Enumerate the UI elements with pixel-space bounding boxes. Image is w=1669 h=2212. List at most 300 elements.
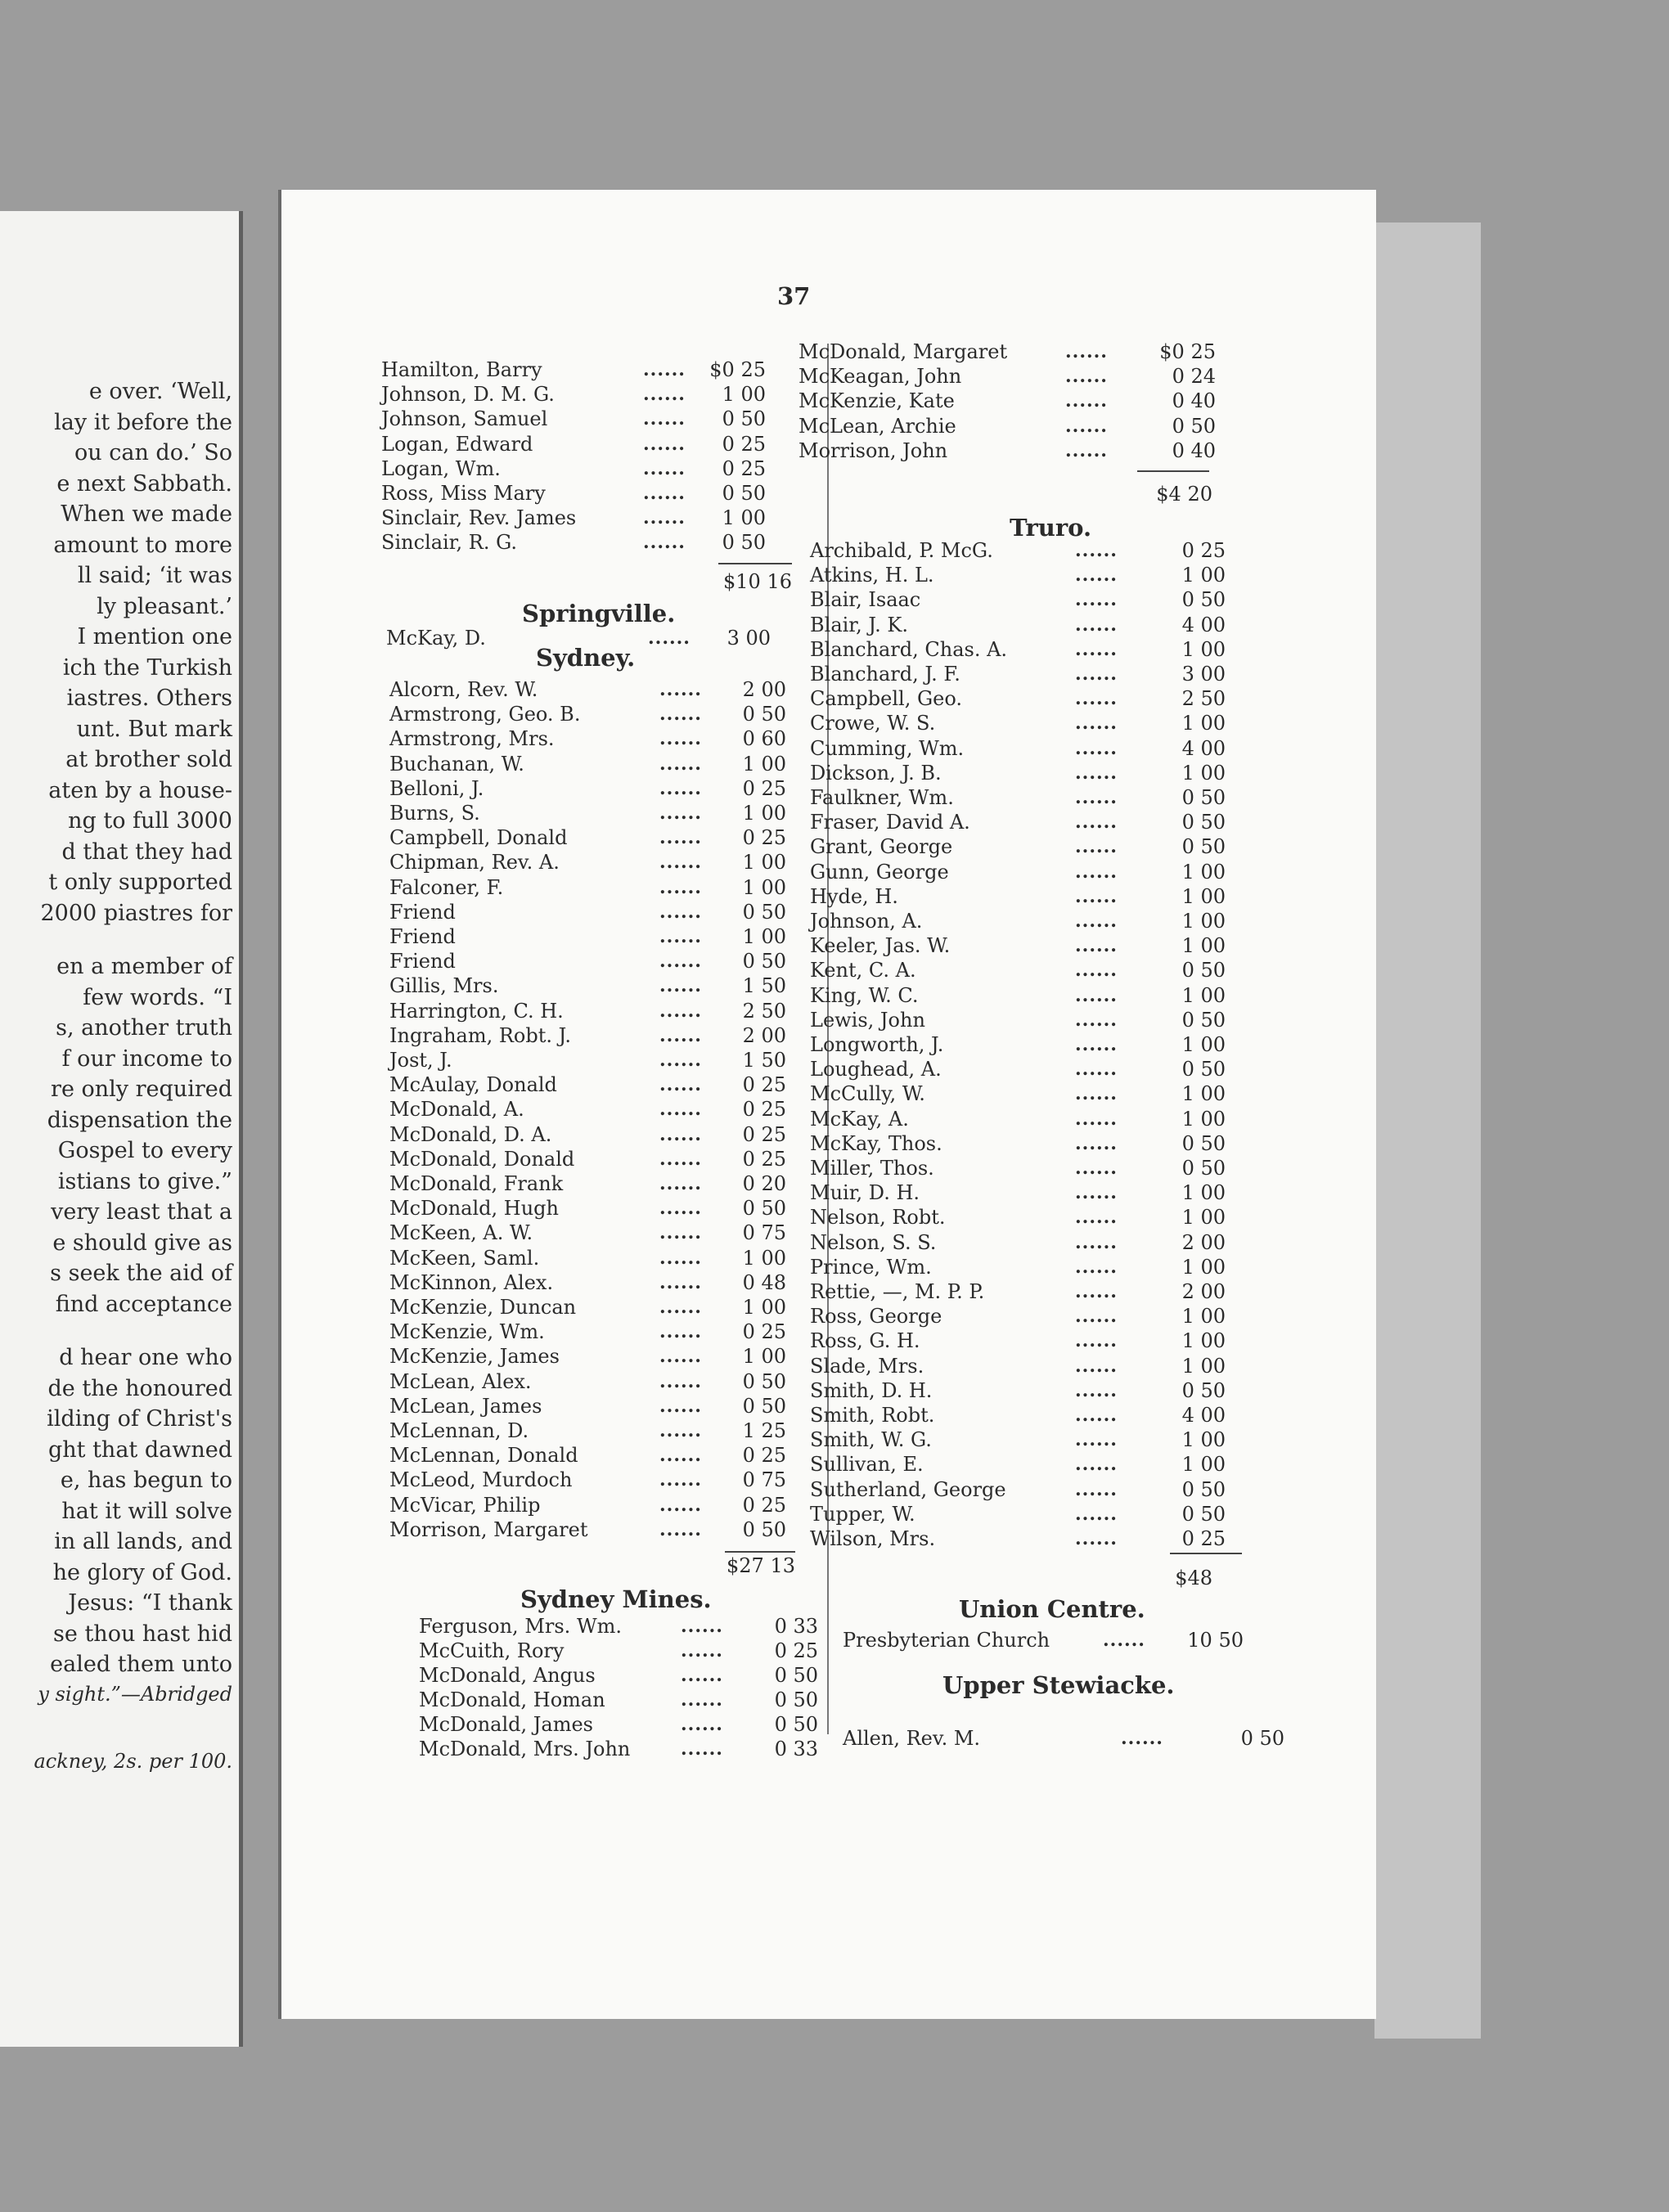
leader-dots: ...... — [643, 483, 686, 504]
list-item — [810, 1403, 1226, 1427]
donor-name: McLennan, Donald — [389, 1444, 578, 1468]
donor-name: Allen, Rev. M. — [843, 1727, 981, 1750]
donor-name: Ross, George — [810, 1305, 942, 1329]
list-item — [810, 1230, 1226, 1255]
amount: 3 00 — [1181, 663, 1226, 686]
list-item — [810, 1081, 1226, 1106]
amount: 1 00 — [1181, 1206, 1226, 1230]
amount: 0 25 — [742, 1073, 786, 1097]
leader-dots: ...... — [1075, 564, 1118, 587]
amount: 1 00 — [742, 851, 786, 874]
list-item — [810, 785, 1226, 810]
list-item — [389, 702, 786, 726]
list-item — [419, 1712, 818, 1737]
leader-dots: ...... — [659, 1346, 702, 1368]
amount: 0 75 — [742, 1468, 786, 1492]
amount: 0 25 — [742, 776, 786, 800]
donor-name: Fraser, David A. — [810, 811, 970, 834]
donor-name: Smith, D. H. — [810, 1378, 933, 1402]
donor-name: Loughead, A. — [810, 1058, 942, 1081]
leader-dots: ...... — [659, 1321, 702, 1343]
leader-dots: ...... — [1075, 688, 1118, 710]
fragment-line: lay it before the — [54, 409, 232, 435]
leader-dots: ...... — [659, 1370, 702, 1392]
amount: 0 75 — [742, 1221, 786, 1245]
donor-name: Muir, D. H. — [810, 1181, 920, 1205]
leader-dots: ...... — [659, 753, 702, 775]
amount: 0 25 — [1181, 1527, 1226, 1550]
list-item — [799, 339, 1216, 364]
amount: 0 25 — [742, 1320, 786, 1344]
leader-dots: ...... — [1075, 1454, 1118, 1476]
list-item — [381, 456, 766, 481]
list-item — [843, 1726, 1284, 1751]
leader-dots: ...... — [659, 1123, 702, 1145]
donor-name: Smith, Robt. — [810, 1404, 935, 1427]
list-item — [381, 481, 766, 506]
fragment-line: re only required — [51, 1077, 232, 1102]
amount: 1 00 — [1181, 1428, 1226, 1452]
list-item — [389, 677, 786, 702]
list-item — [389, 1295, 786, 1320]
amount: 2 00 — [1181, 1230, 1226, 1254]
amount: 0 50 — [722, 482, 766, 505]
amount: 0 50 — [742, 1517, 786, 1541]
list-item — [389, 1221, 786, 1245]
amount: 0 25 — [1181, 539, 1226, 562]
amount: 1 00 — [1181, 761, 1226, 785]
list-item — [389, 1468, 786, 1492]
amount: 1 00 — [1181, 860, 1226, 883]
amount: 1 00 — [1181, 1082, 1226, 1106]
amount: 0 50 — [774, 1713, 818, 1736]
list-item — [810, 1329, 1226, 1353]
donor-name: Longworth, J. — [810, 1033, 944, 1056]
leader-dots: ...... — [659, 901, 702, 923]
leader-dots: ...... — [659, 1395, 702, 1417]
donor-name: Campbell, Geo. — [810, 687, 962, 711]
list-item — [810, 1378, 1226, 1403]
list-item — [810, 1279, 1226, 1304]
donor-name: Ingraham, Robt. J. — [389, 1023, 572, 1047]
list-item — [389, 1246, 786, 1270]
fragment-line: he glory of God. — [52, 1559, 232, 1585]
leader-dots: ...... — [659, 1297, 702, 1318]
amount: 1 00 — [1181, 983, 1226, 1007]
amount: 1 00 — [1181, 564, 1226, 587]
list-item — [389, 875, 786, 900]
list-item — [389, 900, 786, 924]
donor-name: McDonald, James — [419, 1713, 593, 1736]
list-item — [843, 1628, 1244, 1652]
fragment-line: e should give as — [52, 1230, 232, 1256]
fragment-line: t only supported — [48, 870, 232, 895]
amount: 0 25 — [742, 1122, 786, 1146]
donor-name: Prince, Wm. — [810, 1255, 932, 1279]
list-item — [419, 1614, 818, 1639]
fragment-line: en a member of — [56, 954, 232, 979]
leader-dots: ...... — [1075, 1306, 1118, 1328]
list-item — [810, 958, 1226, 982]
fragment-line: s, another truth — [56, 1015, 232, 1041]
leader-dots: ...... — [659, 1247, 702, 1269]
donor-name: Ferguson, Mrs. Wm. — [419, 1615, 622, 1638]
donor-name: Tupper, W. — [810, 1502, 915, 1526]
donor-name: McKeagan, John — [799, 365, 962, 389]
total-rule — [725, 1551, 795, 1553]
list-item — [389, 1320, 786, 1344]
fragment-line: s seek the aid of — [50, 1261, 232, 1286]
fragment-line: ou can do.’ So — [74, 440, 232, 465]
fragment-line: se thou hast hid — [53, 1621, 232, 1647]
leader-dots: ...... — [1075, 1108, 1118, 1130]
list-item — [389, 949, 786, 973]
list-item — [810, 860, 1226, 884]
leader-dots: ...... — [659, 1074, 702, 1096]
list-item — [810, 736, 1226, 761]
amount: 0 33 — [774, 1615, 818, 1638]
fragment-line: iastres. Others — [66, 686, 232, 711]
amount: 0 50 — [1181, 1008, 1226, 1032]
amount: 0 50 — [742, 1394, 786, 1418]
donor-name: Dickson, J. B. — [810, 761, 942, 785]
list-item — [810, 1008, 1226, 1032]
leader-dots: ...... — [1075, 737, 1118, 759]
donor-name: McKeen, A. W. — [389, 1221, 533, 1245]
list-item — [810, 1354, 1226, 1378]
donor-name: McDonald, A. — [389, 1098, 524, 1122]
amount: 1 00 — [742, 752, 786, 776]
donor-name: Sinclair, Rev. James — [381, 506, 577, 530]
list-item — [389, 1171, 786, 1196]
donor-name: Hyde, H. — [810, 884, 898, 908]
amount: 0 50 — [1172, 414, 1216, 438]
fragment-line: dispensation the — [47, 1107, 232, 1133]
list-item — [419, 1663, 818, 1688]
leader-dots: ...... — [659, 1518, 702, 1540]
fragment-line: ll said; ‘it was — [77, 563, 232, 588]
list-item — [810, 1180, 1226, 1205]
amount: 1 00 — [1181, 712, 1226, 735]
list-item — [810, 1131, 1226, 1156]
leader-dots: ...... — [1075, 663, 1118, 685]
list-item — [389, 850, 786, 874]
donor-name: McDonald, D. A. — [389, 1122, 552, 1146]
list-item — [389, 1270, 786, 1295]
total-rule — [1137, 470, 1209, 472]
amount: 1 00 — [742, 925, 786, 948]
amount: 0 25 — [722, 456, 766, 480]
list-item — [810, 686, 1226, 711]
list-item — [381, 432, 766, 456]
fragment-line: ackney, 2s. per 100. — [34, 1750, 232, 1773]
fragment-line: ilding of Christ's — [47, 1406, 232, 1432]
fragment-line: d hear one who — [59, 1345, 232, 1370]
list-item — [389, 1418, 786, 1443]
list-item — [810, 662, 1226, 686]
list-item — [389, 776, 786, 801]
list-item — [389, 1517, 786, 1542]
list-item — [419, 1737, 818, 1761]
donor-name: Faulkner, Wm. — [810, 786, 954, 809]
leader-dots: ...... — [659, 1494, 702, 1516]
amount: 0 50 — [774, 1688, 818, 1711]
donor-name: Ross, G. H. — [810, 1329, 920, 1353]
section-total: $10 16 — [723, 570, 792, 593]
donor-name: Lewis, John — [810, 1008, 925, 1032]
leader-dots: ...... — [1075, 762, 1118, 784]
amount: 2 00 — [1181, 1280, 1226, 1303]
amount: 0 50 — [1181, 835, 1226, 859]
list-item — [389, 1023, 786, 1048]
list-item — [799, 438, 1216, 463]
amount: 0 33 — [774, 1738, 818, 1760]
amount: 1 50 — [742, 974, 786, 998]
leader-dots: ...... — [659, 1271, 702, 1293]
donor-name: Nelson, S. S. — [810, 1230, 937, 1254]
fragment-line: hat it will solve — [61, 1498, 232, 1524]
list-item — [419, 1639, 818, 1663]
section-heading: Sydney. — [536, 644, 636, 672]
leader-dots: ...... — [681, 1640, 723, 1661]
amount: 0 48 — [742, 1270, 786, 1294]
leader-dots: ...... — [1065, 341, 1108, 362]
leader-dots: ...... — [1075, 1429, 1118, 1451]
leader-dots: ...... — [1075, 1528, 1118, 1549]
leader-dots: ...... — [643, 359, 686, 380]
list-item — [389, 1122, 786, 1147]
leader-dots: ...... — [681, 1665, 723, 1686]
leader-dots: ...... — [659, 1469, 702, 1491]
section-total: $4 20 — [1156, 483, 1212, 506]
list-item — [810, 711, 1226, 735]
donor-name: McLean, James — [389, 1394, 542, 1418]
donor-name: McCuith, Rory — [419, 1639, 565, 1662]
leader-dots: ...... — [1075, 1059, 1118, 1081]
list-item — [810, 563, 1226, 587]
fragment-line: amount to more — [53, 532, 232, 558]
leader-dots: ...... — [1075, 638, 1118, 660]
donor-name: Logan, Wm. — [381, 456, 501, 480]
donor-name: Logan, Edward — [381, 432, 533, 456]
donor-name: Kent, C. A. — [810, 959, 916, 982]
leader-dots: ...... — [659, 951, 702, 973]
donor-name: McCully, W. — [810, 1082, 925, 1106]
leader-dots: ...... — [1075, 1330, 1118, 1352]
leader-dots: ...... — [1075, 885, 1118, 907]
donor-name: Atkins, H. L. — [810, 564, 934, 587]
list-item — [389, 973, 786, 998]
amount: 2 50 — [742, 999, 786, 1023]
list-item — [810, 1057, 1226, 1081]
section-heading: Union Centre. — [959, 1595, 1145, 1623]
list-item — [381, 407, 766, 431]
donor-name: McLean, Archie — [799, 414, 956, 438]
fragment-line: e over. ‘Well, — [88, 379, 232, 404]
amount: 1 00 — [1181, 910, 1226, 933]
amount: 0 50 — [774, 1664, 818, 1687]
fragment-line: very least that a — [51, 1199, 232, 1225]
amount: 1 00 — [1181, 637, 1226, 661]
list-item — [389, 1369, 786, 1394]
fragment-line: de the honoured — [47, 1375, 232, 1401]
donor-name: McDonald, Mrs. John — [419, 1738, 631, 1760]
amount: 1 50 — [742, 1049, 786, 1072]
section-total: $48 — [1175, 1567, 1212, 1589]
donor-name: Armstrong, Geo. B. — [389, 703, 581, 726]
leader-dots: ...... — [681, 1714, 723, 1735]
list-item — [389, 1196, 786, 1221]
amount: 0 50 — [742, 950, 786, 973]
list-item — [381, 357, 766, 382]
donor-name: Johnson, D. M. G. — [381, 383, 555, 407]
donor-name: Cumming, Wm. — [810, 736, 965, 760]
amount: 0 25 — [742, 1147, 786, 1171]
amount: 1 25 — [742, 1419, 786, 1442]
amount: 0 50 — [1240, 1727, 1284, 1750]
donor-name: Blair, Isaac — [810, 588, 921, 612]
amount: 0 50 — [1181, 1157, 1226, 1180]
leader-dots: ...... — [1065, 366, 1108, 388]
donor-name: McKay, A. — [810, 1107, 909, 1131]
amount: 1 00 — [1181, 1033, 1226, 1056]
amount: 0 50 — [1181, 588, 1226, 612]
amount: 0 25 — [742, 1098, 786, 1122]
leader-dots: ...... — [1075, 861, 1118, 883]
amount: 0 50 — [742, 1369, 786, 1393]
section-heading: Springville. — [522, 600, 676, 627]
donor-name: McDonald, Angus — [419, 1664, 596, 1687]
donor-name: Smith, W. G. — [810, 1428, 932, 1452]
amount: 4 00 — [1181, 613, 1226, 636]
amount: 1 00 — [1181, 1354, 1226, 1378]
leader-dots: ...... — [659, 975, 702, 997]
donor-name: Campbell, Donald — [389, 826, 568, 850]
amount: 0 50 — [1181, 1378, 1226, 1402]
amount: 2 00 — [742, 1023, 786, 1047]
list-item — [810, 1255, 1226, 1279]
amount: 4 00 — [1181, 736, 1226, 760]
leader-dots: ...... — [659, 1000, 702, 1022]
leader-dots: ...... — [659, 803, 702, 824]
amount: 1 00 — [1181, 1181, 1226, 1205]
amount: 0 50 — [1181, 959, 1226, 982]
amount: 1 00 — [1181, 1255, 1226, 1279]
leader-dots: ...... — [1075, 1034, 1118, 1055]
donor-name: Slade, Mrs. — [810, 1354, 924, 1378]
leader-dots: ...... — [1075, 713, 1118, 735]
list-item — [381, 382, 766, 407]
leader-dots: ...... — [1075, 1256, 1118, 1278]
donor-name: Ross, Miss Mary — [381, 482, 546, 505]
list-item — [389, 999, 786, 1023]
amount: 1 00 — [1181, 884, 1226, 908]
leader-dots: ...... — [1065, 415, 1108, 437]
donor-name: McLean, Alex. — [389, 1369, 532, 1393]
amount: 0 25 — [722, 432, 766, 456]
fragment-line: aten by a house- — [48, 777, 232, 803]
fragment-line: d that they had — [61, 838, 232, 865]
list-item — [810, 538, 1226, 563]
list-item — [799, 414, 1216, 438]
amount: 1 00 — [1181, 1305, 1226, 1329]
list-item — [810, 983, 1226, 1008]
list-item — [419, 1688, 818, 1712]
fragment-line: ght that dawned — [47, 1436, 232, 1463]
amount: 0 50 — [1181, 1502, 1226, 1526]
list-item — [810, 1452, 1226, 1477]
amount: 1 00 — [742, 1246, 786, 1270]
donor-name: Buchanan, W. — [389, 752, 524, 776]
amount: 0 50 — [742, 703, 786, 726]
leader-dots: ...... — [681, 1738, 723, 1760]
donor-name: McDonald, Hugh — [389, 1197, 559, 1221]
leader-dots: ...... — [1075, 787, 1118, 808]
amount: 0 50 — [722, 531, 766, 555]
fragment-line: in all lands, and — [54, 1529, 232, 1554]
donor-name: McDonald, Margaret — [799, 340, 1008, 363]
leader-dots: ...... — [1075, 1478, 1118, 1500]
donor-name: McKeen, Saml. — [389, 1246, 540, 1270]
leader-dots: ...... — [643, 507, 686, 529]
leader-dots: ...... — [659, 679, 702, 700]
leader-dots: ...... — [659, 1420, 702, 1441]
amount: 0 50 — [1181, 1477, 1226, 1501]
leader-dots: ...... — [1075, 1231, 1118, 1253]
donor-name: Rettie, —, M. P. P. — [810, 1280, 985, 1303]
amount: 0 50 — [1181, 1058, 1226, 1081]
leader-dots: ...... — [1075, 984, 1118, 1006]
amount: 0 24 — [1172, 365, 1216, 389]
leader-dots: ...... — [659, 827, 702, 849]
donor-name: McKay, Thos. — [810, 1131, 942, 1155]
amount: 1 00 — [1181, 1107, 1226, 1131]
donor-name: Blair, J. K. — [810, 613, 908, 636]
donor-name: McLeod, Murdoch — [389, 1468, 573, 1492]
list-item — [810, 637, 1226, 662]
donor-name: Falconer, F. — [389, 875, 504, 899]
donor-name: Friend — [389, 950, 456, 973]
donor-name: McKenzie, James — [389, 1345, 560, 1369]
amount: 0 50 — [1181, 786, 1226, 809]
amount: 0 50 — [742, 900, 786, 924]
leader-dots: ...... — [1075, 1182, 1118, 1204]
leader-dots: ...... — [1075, 960, 1118, 982]
donor-name: Keeler, Jas. W. — [810, 934, 951, 958]
amount: 0 40 — [1172, 389, 1216, 413]
leader-dots: ...... — [659, 1173, 702, 1194]
list-item — [389, 825, 786, 850]
leader-dots: ...... — [659, 852, 702, 874]
donor-name: Chipman, Rev. A. — [389, 851, 560, 874]
leader-dots: ...... — [1075, 910, 1118, 932]
page-shadow — [1374, 223, 1481, 2039]
amount: 0 60 — [742, 727, 786, 751]
fragment-line: unt. But mark — [76, 716, 232, 742]
leader-dots: ...... — [1103, 1630, 1145, 1651]
amount: 0 50 — [1181, 1131, 1226, 1155]
list-item — [810, 1304, 1226, 1329]
amount: $0 25 — [1159, 340, 1216, 363]
donor-name: Presbyterian Church — [843, 1629, 1050, 1652]
leader-dots: ...... — [1075, 935, 1118, 957]
donor-name: Hamilton, Barry — [381, 358, 542, 381]
list-item — [799, 364, 1216, 389]
fragment-line: ng to full 3000 — [68, 808, 232, 834]
donor-name: Jost, J. — [389, 1049, 452, 1072]
donor-name: McDonald, Frank — [389, 1172, 564, 1195]
list-item — [810, 1032, 1226, 1057]
